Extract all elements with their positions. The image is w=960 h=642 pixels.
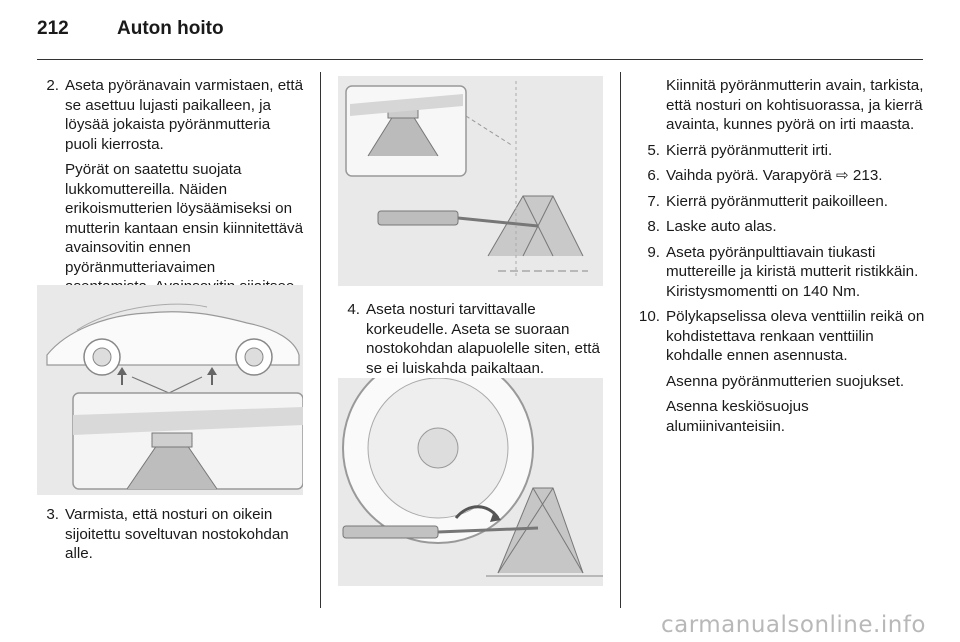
step-number: 10. (638, 308, 660, 325)
step-2 (37, 76, 305, 154)
step-text[interactable]: Vaihda pyörä. Varapyörä ⇨ 213. (666, 167, 883, 184)
page-number: 212 (37, 18, 69, 39)
step-number: 8. (647, 218, 660, 235)
column-2-text (338, 300, 606, 384)
step-number: 5. (647, 141, 660, 159)
step-8 (628, 217, 928, 237)
step-text: Kierrä pyöränmutterit irti. (666, 141, 833, 159)
step-text: Pölykapselissa oleva venttiilin reikä on kohdistettava renkaan venttiilin kohdalle ennen asennusta. (666, 308, 925, 364)
step-number: 2. (46, 77, 59, 94)
wheel-removal-figure (338, 378, 603, 586)
nut-cover-note: Asenna pyöränmutterien suojukset. (666, 372, 905, 390)
lock-nut-note: Pyörät on saatettu suojata lukkomuttereilla. Näiden erikoismutterien löysäämiseksi on mutterin kantaan ensin kiinnitettävä avainsovitin ennen pyöränmutteriavaimen (65, 161, 304, 276)
header-rule (37, 59, 923, 60)
jack-positioning-figure (338, 76, 603, 286)
step-9 (628, 243, 928, 302)
step-text: Laske auto alas. (666, 218, 777, 235)
column-1-lower (37, 505, 305, 570)
step-number: 6. (647, 167, 660, 184)
page-title: Auton hoito (117, 18, 224, 39)
step-3 (37, 505, 305, 564)
watermark: carmanualsonline.info (660, 612, 926, 638)
step-text: Aseta pyöränpulttiavain tiukasti muttereille ja kiristä mutterit ristikkäin. Kiristysmomentti on 140 Nm. (666, 243, 919, 300)
step-text: Varmista, että nosturi on oikein sijoitettu soveltuvan nostokohdan alle. (65, 506, 289, 562)
step-number: 7. (647, 192, 660, 210)
step-text: Kierrä pyöränmutterit paikoilleen. (666, 192, 889, 210)
column-3 (628, 76, 928, 442)
step-5 (628, 141, 928, 161)
step-4-continued: Kiinnitä pyöränmutterin avain, tarkista, että nosturi on kohtisuorassa, ja kierrä avainta, kunnes pyörä on irti maasta. (666, 77, 924, 133)
wheel-removal-illustration (338, 378, 603, 586)
step-6 (628, 166, 928, 186)
car-jacking-illustration (37, 285, 303, 495)
hub-cap-note: Asenna keskiösuojus alumiinivanteisiin. (666, 398, 809, 435)
step-4 (338, 300, 606, 378)
step-number: 9. (647, 243, 660, 261)
step-7 (628, 192, 928, 212)
step-number: 4. (347, 301, 360, 318)
column-divider-2 (620, 72, 621, 608)
jack-positioning-illustration (338, 76, 603, 286)
step-text: Aseta pyöränavain varmistaen, että se asettuu lujasti paikalleen, ja löysää jokaista pyöränmutteria puoli kierrosta. (65, 77, 304, 153)
step-text: Aseta nosturi tarvittavalle korkeudelle. Aseta se suoraan nostokohdan alapuolelle siten, että se ei luiskahda paikaltaan. (366, 301, 600, 377)
page-header (0, 0, 960, 60)
car-jacking-points-figure (37, 285, 303, 495)
step-10 (628, 307, 928, 366)
step-number: 3. (46, 506, 59, 523)
column-divider-1 (320, 72, 321, 608)
